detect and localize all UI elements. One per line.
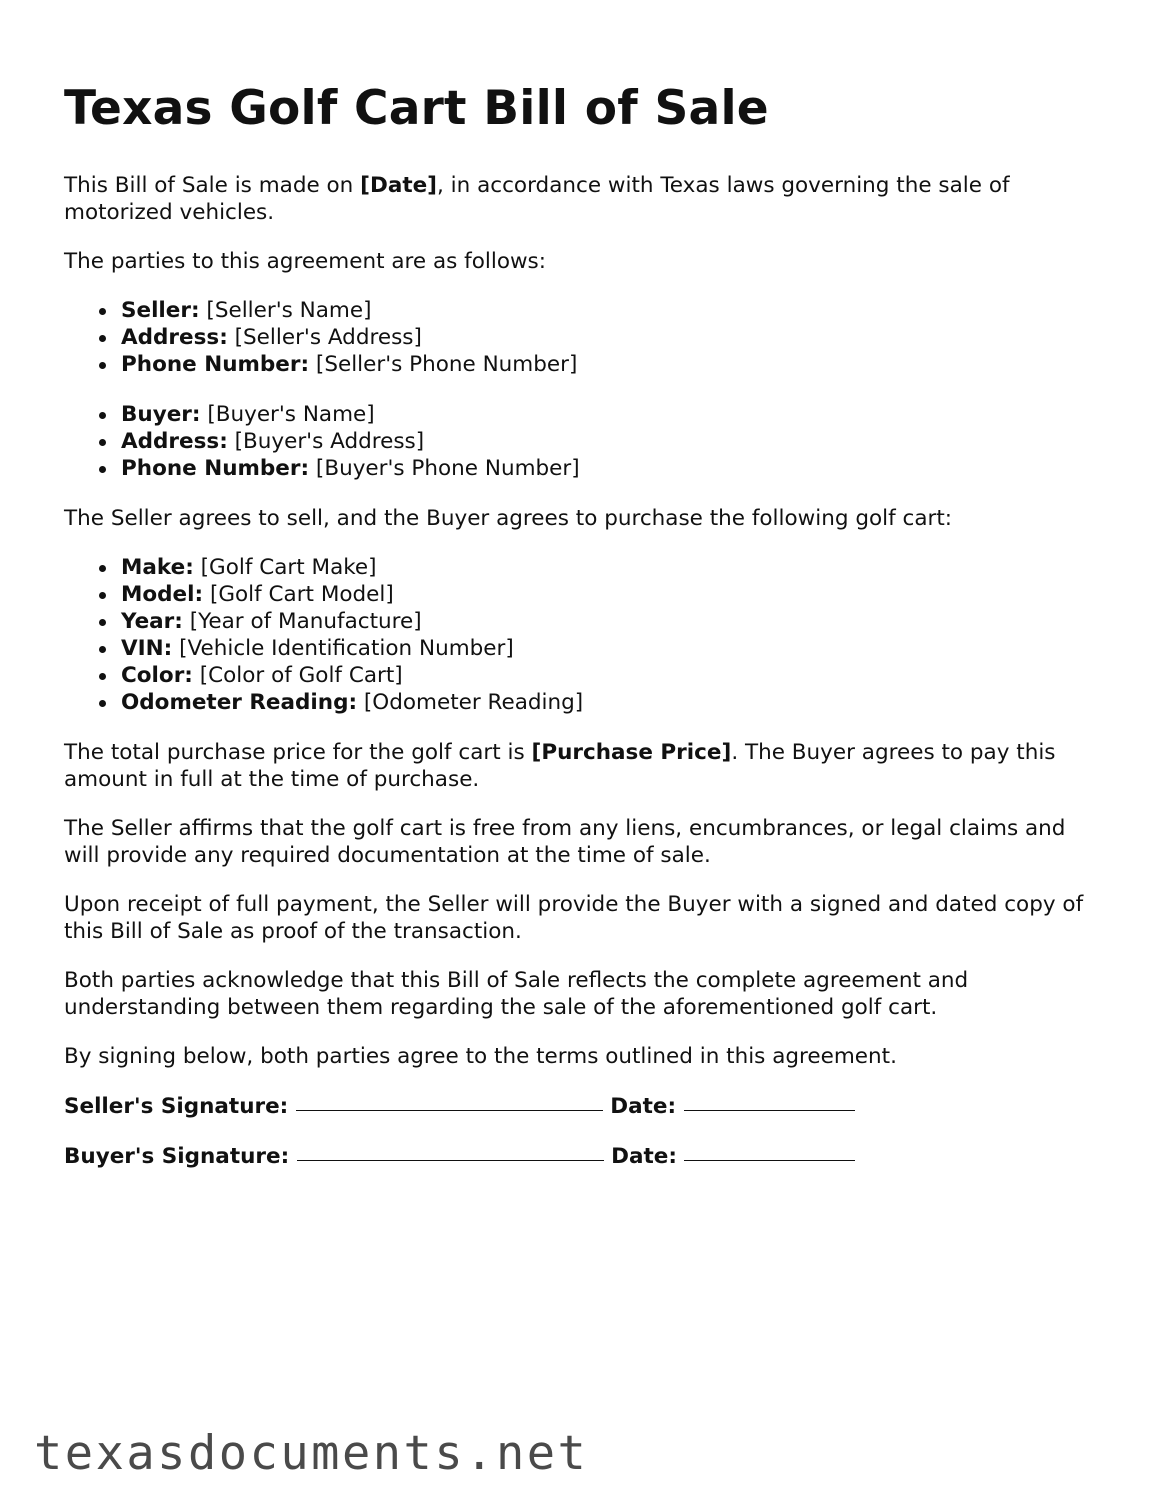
cart-model-value: [Golf Cart Model] [203,582,394,607]
buyer-phone-label: Phone Number: [121,456,310,481]
cart-color-label: Color: [121,663,193,688]
cart-vin-label: VIN: [121,636,173,661]
cart-vin-value: [Vehicle Identification Number] [172,636,514,661]
cart-make-value: [Golf Cart Make] [193,555,377,580]
buyer-signature-label: Buyer's Signature: [64,1144,297,1169]
seller-date-label: Date: [602,1094,684,1119]
buyer-phone-value: [Buyer's Phone Number] [309,456,580,481]
seller-address-label: Address: [121,325,228,350]
seller-details-list [64,297,1104,378]
cart-vin-item [121,635,1104,662]
seller-address-item [121,324,1104,351]
price-paragraph [64,739,1104,793]
seller-phone-item [121,351,1104,378]
date-placeholder: [Date] [360,173,438,198]
buyer-name-label: Buyer: [121,402,201,427]
seller-signature-label: Seller's Signature: [64,1094,296,1119]
receipt-paragraph: Upon receipt of full payment, the Seller will provide the Buyer with a signed and dated copy of this Bill of Sale as proof of the transaction. [64,892,1084,944]
site-watermark: texasdocuments.net [34,1426,589,1481]
cart-model-label: Model: [121,582,204,607]
seller-name-label: Seller: [121,298,200,323]
purchase-price-placeholder: [Purchase Price] [531,740,732,765]
cart-year-label: Year: [121,609,183,634]
acknowledge-paragraph: Both parties acknowledge that this Bill of Sale reflects the complete agreement and understanding between them regarding the sale of the aforementioned golf cart. [64,968,969,1020]
signing-paragraph: By signing below, both parties agree to the terms outlined in this agreement. [64,1044,897,1069]
cart-make-label: Make: [121,555,194,580]
cart-year-item [121,608,1104,635]
seller-name-value: [Seller's Name] [199,298,372,323]
price-text-after: . The Buyer agrees to pay this amount in full at the time of purchase. [64,740,1056,792]
intro-text-before: This Bill of Sale is made on [64,173,361,198]
buyer-details-list [64,401,1104,482]
document-title: Texas Golf Cart Bill of Sale [64,81,769,136]
buyer-phone-item [121,455,1104,482]
cart-odometer-label: Odometer Reading: [121,690,358,715]
parties-intro: The parties to this agreement are as follows: [64,249,547,274]
seller-signature-line [64,1092,1104,1120]
cart-odometer-value: [Odometer Reading] [357,690,584,715]
buyer-name-item [121,401,1104,428]
cart-odometer-item [121,689,1104,716]
cart-model-item [121,581,1104,608]
intro-text-after: , in accordance with Texas laws governing the sale of motorized vehicles. [64,173,1010,225]
cart-make-item [121,554,1104,581]
cart-color-item [121,662,1104,689]
buyer-signature-field[interactable] [297,1140,604,1161]
liens-paragraph: The Seller affirms that the golf cart is free from any liens, encumbrances, or legal claims and will provide any required documentation at the time of sale. [64,816,1066,868]
buyer-name-value: [Buyer's Name] [200,402,375,427]
buyer-signature-line [64,1142,1104,1170]
seller-date-field[interactable] [684,1090,855,1111]
seller-address-value: [Seller's Address] [227,325,422,350]
seller-name-item [121,297,1104,324]
buyer-date-label: Date: [603,1144,685,1169]
buyer-address-item [121,428,1104,455]
seller-phone-value: [Seller's Phone Number] [309,352,578,377]
intro-paragraph [64,172,1104,226]
buyer-address-label: Address: [121,429,228,454]
seller-signature-field[interactable] [296,1090,603,1111]
document-page [64,80,1104,1192]
cart-color-value: [Color of Golf Cart] [192,663,403,688]
buyer-address-value: [Buyer's Address] [227,429,425,454]
cart-details-list [64,554,1104,716]
cart-year-value: [Year of Manufacture] [182,609,422,634]
seller-phone-label: Phone Number: [121,352,310,377]
cart-intro: The Seller agrees to sell, and the Buyer agrees to purchase the following golf cart: [64,506,953,531]
buyer-date-field[interactable] [684,1140,855,1161]
price-text-before: The total purchase price for the golf cart is [64,740,532,765]
